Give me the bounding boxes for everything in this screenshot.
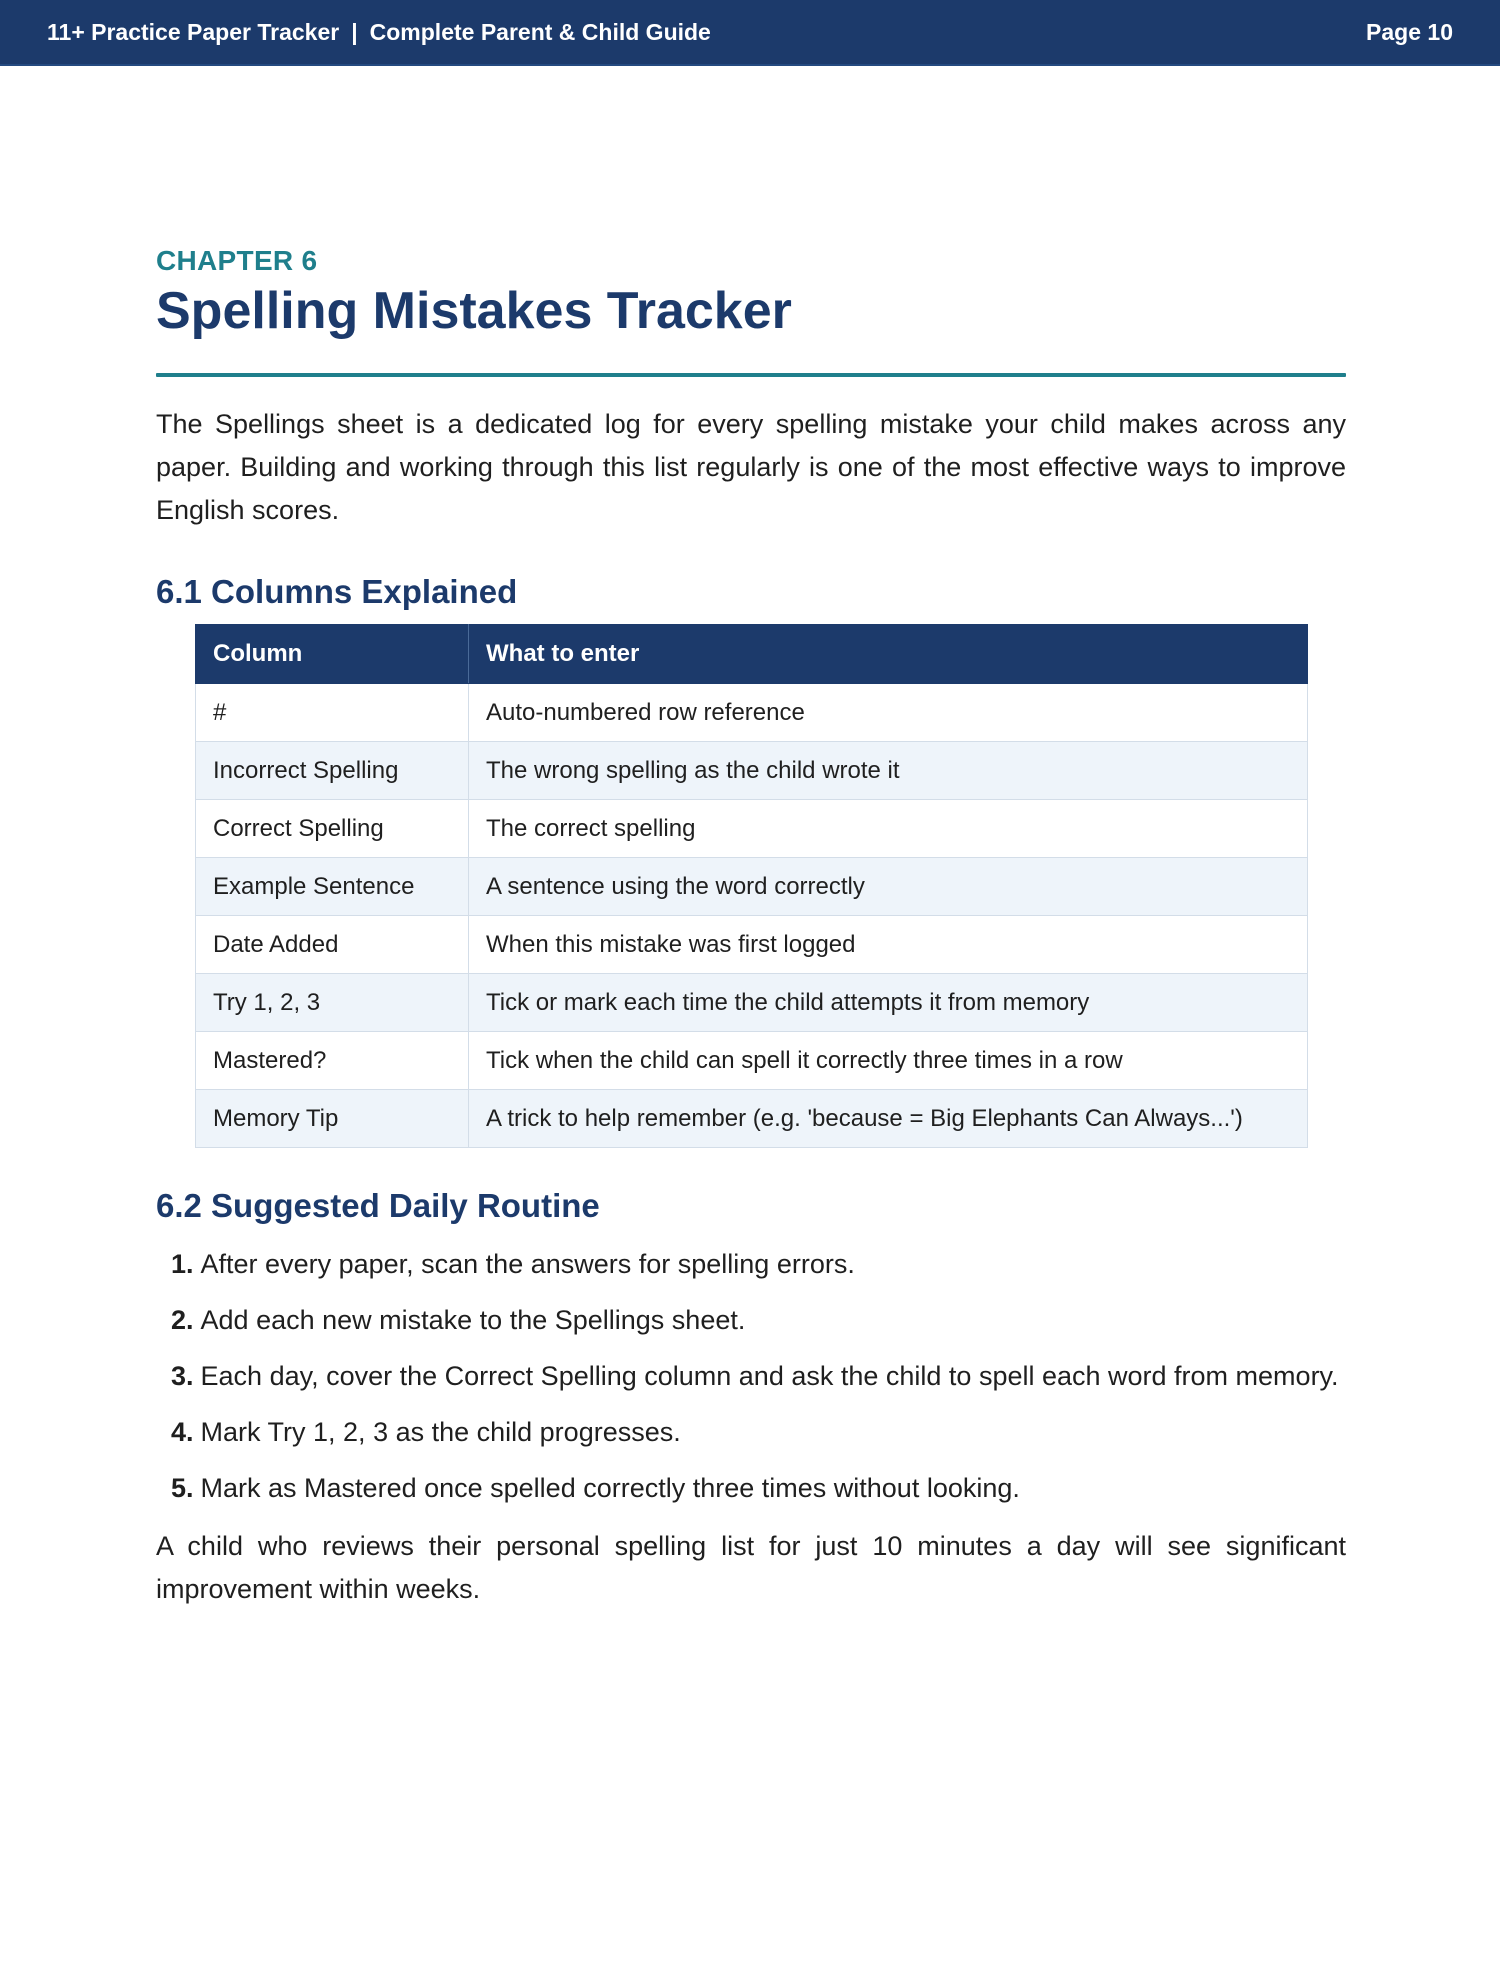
table-row [196,684,1308,742]
table-cell-column: Mastered? [196,1032,469,1090]
table-row [196,742,1308,800]
chapter-label: CHAPTER 6 [156,245,318,276]
step-text: Add each new mistake to the Spellings sheet. [200,1305,746,1335]
table-cell-column: Incorrect Spelling [196,742,469,800]
list-item [171,1348,1346,1404]
closing-paragraph: A child who reviews their personal spelling list for just 10 minutes a day will see significant improvement within weeks. [156,1531,1346,1604]
table-row [196,974,1308,1032]
page-content [156,244,1346,1611]
step-text: After every paper, scan the answers for spelling errors. [200,1249,855,1279]
section-heading-routine: 6.2 Suggested Daily Routine [156,1187,600,1224]
intro-paragraph: The Spellings sheet is a dedicated log for every spelling mistake your child makes across any paper. Building and working through this list regularly is one of the most effective ways to improve English scores. [156,409,1346,525]
list-item [171,1236,1346,1292]
section-heading-columns: 6.1 Columns Explained [156,573,518,610]
step-number: 5. [171,1473,194,1503]
table-cell-column: # [196,684,469,742]
document-subtitle: Complete Parent & Child Guide [369,18,711,45]
page-header-bar [0,0,1500,66]
table-header-cell: What to enter [469,625,1308,684]
table-cell-column: Memory Tip [196,1090,469,1148]
step-number: 4. [171,1417,194,1447]
table-row [196,800,1308,858]
table-cell-description: A sentence using the word correctly [469,858,1308,916]
list-item [171,1292,1346,1348]
step-text: Mark Try 1, 2, 3 as the child progresses. [200,1417,681,1447]
table-row [196,1032,1308,1090]
page-number: Page 10 [1366,18,1453,45]
routine-list [156,1236,1346,1516]
table-header-row [196,625,1308,684]
table-cell-description: Tick or mark each time the child attempts it from memory [469,974,1308,1032]
table-cell-description: The correct spelling [469,800,1308,858]
step-text: Each day, cover the Correct Spelling column and ask the child to spell each word from memory. [200,1361,1339,1391]
document-title: 11+ Practice Paper Tracker [47,18,340,45]
columns-table [195,624,1308,1148]
table-cell-column: Example Sentence [196,858,469,916]
step-number: 2. [171,1305,194,1335]
table-cell-column: Date Added [196,916,469,974]
table-cell-description: The wrong spelling as the child wrote it [469,742,1308,800]
table-row [196,1090,1308,1148]
step-number: 3. [171,1361,194,1391]
table-cell-description: A trick to help remember (e.g. 'because = Big Elephants Can Always...') [469,1090,1308,1148]
list-item [171,1460,1346,1516]
table-row [196,916,1308,974]
chapter-divider [156,373,1346,377]
list-item [171,1404,1346,1460]
table-cell-description: When this mistake was first logged [469,916,1308,974]
chapter-title: Spelling Mistakes Tracker [156,282,792,340]
header-separator: | [351,18,358,45]
table-cell-column: Correct Spelling [196,800,469,858]
step-number: 1. [171,1249,194,1279]
table-header-cell: Column [196,625,469,684]
table-row [196,858,1308,916]
step-text: Mark as Mastered once spelled correctly three times without looking. [200,1473,1020,1503]
table-cell-description: Tick when the child can spell it correctly three times in a row [469,1032,1308,1090]
header-left [47,19,711,46]
table-cell-column: Try 1, 2, 3 [196,974,469,1032]
table-cell-description: Auto-numbered row reference [469,684,1308,742]
